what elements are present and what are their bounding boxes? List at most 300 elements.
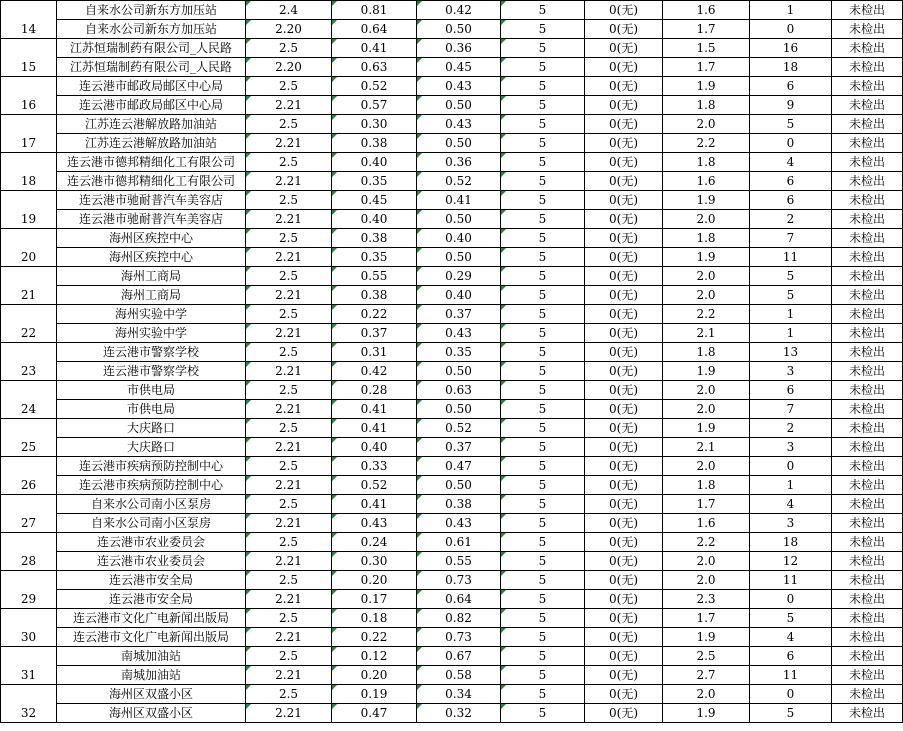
value-cell-1: 2.5 (246, 495, 332, 514)
value-cell-7: 11 (750, 248, 832, 267)
value-cell-3: 0.50 (417, 400, 501, 419)
value-cell-2: 0.57 (332, 96, 417, 115)
value-cell-2: 0.55 (332, 267, 417, 286)
table-row (1, 609, 903, 628)
value-cell-2: 0.20 (332, 571, 417, 590)
value-cell-5: 0(无) (585, 172, 663, 191)
group-number-cell: 15 (1, 39, 57, 77)
result-cell: 未检出 (832, 514, 903, 533)
table-row (1, 1, 903, 20)
site-name-cell: 江苏连云港解放路加油站 (57, 134, 246, 153)
result-cell: 未检出 (832, 191, 903, 210)
value-cell-4: 5 (501, 77, 585, 96)
table-row (1, 457, 903, 476)
table-row (1, 286, 903, 305)
value-cell-1: 2.21 (246, 514, 332, 533)
table-row (1, 362, 903, 381)
site-name-cell: 海州区双盛小区 (57, 704, 246, 723)
value-cell-1: 2.20 (246, 20, 332, 39)
value-cell-2: 0.64 (332, 20, 417, 39)
group-number-cell: 17 (1, 115, 57, 153)
value-cell-4: 5 (501, 324, 585, 343)
value-cell-7: 3 (750, 438, 832, 457)
value-cell-5: 0(无) (585, 362, 663, 381)
value-cell-2: 0.42 (332, 362, 417, 381)
value-cell-7: 1 (750, 476, 832, 495)
value-cell-6: 2.0 (663, 571, 750, 590)
value-cell-3: 0.50 (417, 210, 501, 229)
value-cell-5: 0(无) (585, 191, 663, 210)
group-number-cell: 18 (1, 153, 57, 191)
value-cell-6: 1.8 (663, 96, 750, 115)
table-row (1, 191, 903, 210)
value-cell-3: 0.67 (417, 647, 501, 666)
site-name-cell: 江苏恒瑞制药有限公司_人民路 (57, 39, 246, 58)
site-name-cell: 连云港市疾病预防控制中心 (57, 476, 246, 495)
value-cell-4: 5 (501, 286, 585, 305)
table-row (1, 438, 903, 457)
value-cell-2: 0.63 (332, 58, 417, 77)
site-name-cell: 连云港市安全局 (57, 571, 246, 590)
table-row (1, 552, 903, 571)
value-cell-5: 0(无) (585, 685, 663, 704)
result-cell: 未检出 (832, 533, 903, 552)
value-cell-3: 0.50 (417, 248, 501, 267)
value-cell-6: 1.7 (663, 609, 750, 628)
value-cell-2: 0.30 (332, 552, 417, 571)
value-cell-6: 1.7 (663, 495, 750, 514)
group-number-cell: 24 (1, 381, 57, 419)
value-cell-4: 5 (501, 685, 585, 704)
result-cell: 未检出 (832, 96, 903, 115)
value-cell-6: 2.1 (663, 324, 750, 343)
result-cell: 未检出 (832, 210, 903, 229)
value-cell-4: 5 (501, 210, 585, 229)
value-cell-1: 2.21 (246, 248, 332, 267)
result-cell: 未检出 (832, 362, 903, 381)
value-cell-6: 1.8 (663, 476, 750, 495)
value-cell-7: 6 (750, 191, 832, 210)
value-cell-3: 0.50 (417, 96, 501, 115)
value-cell-6: 2.0 (663, 381, 750, 400)
value-cell-2: 0.41 (332, 495, 417, 514)
value-cell-6: 1.8 (663, 343, 750, 362)
value-cell-2: 0.37 (332, 324, 417, 343)
value-cell-6: 2.3 (663, 590, 750, 609)
result-cell: 未检出 (832, 1, 903, 20)
table-row (1, 476, 903, 495)
value-cell-5: 0(无) (585, 286, 663, 305)
site-name-cell: 海州区疾控中心 (57, 229, 246, 248)
value-cell-2: 0.28 (332, 381, 417, 400)
value-cell-1: 2.5 (246, 381, 332, 400)
value-cell-2: 0.47 (332, 704, 417, 723)
value-cell-1: 2.5 (246, 267, 332, 286)
value-cell-5: 0(无) (585, 495, 663, 514)
value-cell-1: 2.5 (246, 153, 332, 172)
value-cell-4: 5 (501, 514, 585, 533)
value-cell-4: 5 (501, 96, 585, 115)
value-cell-5: 0(无) (585, 628, 663, 647)
table-row (1, 343, 903, 362)
value-cell-3: 0.34 (417, 685, 501, 704)
value-cell-1: 2.21 (246, 552, 332, 571)
table-row (1, 267, 903, 286)
site-name-cell: 南城加油站 (57, 666, 246, 685)
value-cell-2: 0.30 (332, 115, 417, 134)
result-cell: 未检出 (832, 495, 903, 514)
value-cell-4: 5 (501, 191, 585, 210)
value-cell-6: 1.7 (663, 58, 750, 77)
result-cell: 未检出 (832, 58, 903, 77)
value-cell-4: 5 (501, 400, 585, 419)
value-cell-4: 5 (501, 1, 585, 20)
value-cell-7: 6 (750, 77, 832, 96)
value-cell-2: 0.12 (332, 647, 417, 666)
site-name-cell: 大庆路口 (57, 419, 246, 438)
value-cell-2: 0.41 (332, 39, 417, 58)
site-name-cell: 连云港市德邦精细化工有限公司 (57, 172, 246, 191)
value-cell-5: 0(无) (585, 666, 663, 685)
value-cell-1: 2.5 (246, 39, 332, 58)
value-cell-2: 0.41 (332, 400, 417, 419)
value-cell-6: 2.0 (663, 457, 750, 476)
value-cell-3: 0.55 (417, 552, 501, 571)
site-name-cell: 连云港市邮政局邮区中心局 (57, 96, 246, 115)
value-cell-1: 2.21 (246, 628, 332, 647)
value-cell-2: 0.22 (332, 305, 417, 324)
result-cell: 未检出 (832, 134, 903, 153)
value-cell-5: 0(无) (585, 229, 663, 248)
value-cell-6: 1.9 (663, 77, 750, 96)
group-number-cell: 25 (1, 419, 57, 457)
table-row (1, 77, 903, 96)
value-cell-3: 0.52 (417, 419, 501, 438)
value-cell-4: 5 (501, 172, 585, 191)
group-number-cell: 22 (1, 305, 57, 343)
value-cell-6: 2.0 (663, 685, 750, 704)
result-cell: 未检出 (832, 419, 903, 438)
value-cell-1: 2.5 (246, 305, 332, 324)
value-cell-7: 18 (750, 58, 832, 77)
result-cell: 未检出 (832, 628, 903, 647)
value-cell-7: 4 (750, 153, 832, 172)
result-cell: 未检出 (832, 704, 903, 723)
table-row (1, 96, 903, 115)
value-cell-7: 0 (750, 685, 832, 704)
group-number-cell: 28 (1, 533, 57, 571)
value-cell-5: 0(无) (585, 590, 663, 609)
site-name-cell: 连云港市驰耐普汽车美容店 (57, 210, 246, 229)
value-cell-2: 0.19 (332, 685, 417, 704)
table-row (1, 666, 903, 685)
site-name-cell: 连云港市警察学校 (57, 343, 246, 362)
value-cell-7: 6 (750, 381, 832, 400)
value-cell-3: 0.40 (417, 229, 501, 248)
site-name-cell: 连云港市文化广电新闻出版局 (57, 609, 246, 628)
value-cell-4: 5 (501, 343, 585, 362)
table-row (1, 134, 903, 153)
value-cell-3: 0.42 (417, 1, 501, 20)
value-cell-1: 2.21 (246, 704, 332, 723)
value-cell-1: 2.21 (246, 172, 332, 191)
value-cell-2: 0.38 (332, 229, 417, 248)
value-cell-4: 5 (501, 248, 585, 267)
group-number-cell: 23 (1, 343, 57, 381)
site-name-cell: 海州实验中学 (57, 324, 246, 343)
value-cell-7: 1 (750, 305, 832, 324)
value-cell-7: 6 (750, 172, 832, 191)
value-cell-6: 1.9 (663, 362, 750, 381)
value-cell-1: 2.21 (246, 400, 332, 419)
value-cell-4: 5 (501, 20, 585, 39)
value-cell-3: 0.35 (417, 343, 501, 362)
value-cell-5: 0(无) (585, 609, 663, 628)
value-cell-5: 0(无) (585, 134, 663, 153)
group-number-cell: 29 (1, 571, 57, 609)
value-cell-1: 2.21 (246, 476, 332, 495)
table-row (1, 495, 903, 514)
value-cell-6: 2.0 (663, 115, 750, 134)
value-cell-1: 2.5 (246, 115, 332, 134)
value-cell-5: 0(无) (585, 20, 663, 39)
value-cell-4: 5 (501, 571, 585, 590)
value-cell-7: 7 (750, 229, 832, 248)
value-cell-5: 0(无) (585, 704, 663, 723)
result-cell: 未检出 (832, 267, 903, 286)
result-cell: 未检出 (832, 571, 903, 590)
value-cell-7: 5 (750, 267, 832, 286)
value-cell-6: 1.9 (663, 628, 750, 647)
value-cell-5: 0(无) (585, 571, 663, 590)
value-cell-6: 1.5 (663, 39, 750, 58)
result-cell: 未检出 (832, 153, 903, 172)
site-name-cell: 海州工商局 (57, 286, 246, 305)
value-cell-3: 0.61 (417, 533, 501, 552)
value-cell-6: 1.9 (663, 704, 750, 723)
value-cell-7: 5 (750, 609, 832, 628)
value-cell-1: 2.21 (246, 438, 332, 457)
value-cell-3: 0.64 (417, 590, 501, 609)
value-cell-3: 0.52 (417, 172, 501, 191)
value-cell-7: 0 (750, 134, 832, 153)
result-cell: 未检出 (832, 438, 903, 457)
result-cell: 未检出 (832, 647, 903, 666)
value-cell-6: 2.0 (663, 552, 750, 571)
value-cell-1: 2.5 (246, 77, 332, 96)
value-cell-6: 2.0 (663, 286, 750, 305)
value-cell-1: 2.5 (246, 685, 332, 704)
site-name-cell: 连云港市农业委员会 (57, 552, 246, 571)
result-cell: 未检出 (832, 609, 903, 628)
value-cell-7: 5 (750, 704, 832, 723)
site-name-cell: 连云港市疾病预防控制中心 (57, 457, 246, 476)
value-cell-3: 0.38 (417, 495, 501, 514)
value-cell-3: 0.43 (417, 77, 501, 96)
value-cell-6: 1.6 (663, 172, 750, 191)
value-cell-1: 2.5 (246, 457, 332, 476)
value-cell-5: 0(无) (585, 647, 663, 666)
value-cell-1: 2.5 (246, 191, 332, 210)
site-name-cell: 市供电局 (57, 400, 246, 419)
value-cell-4: 5 (501, 457, 585, 476)
value-cell-7: 5 (750, 115, 832, 134)
value-cell-1: 2.5 (246, 419, 332, 438)
result-cell: 未检出 (832, 39, 903, 58)
site-name-cell: 海州区疾控中心 (57, 248, 246, 267)
value-cell-4: 5 (501, 666, 585, 685)
value-cell-2: 0.81 (332, 1, 417, 20)
value-cell-4: 5 (501, 533, 585, 552)
value-cell-6: 1.9 (663, 248, 750, 267)
site-name-cell: 连云港市驰耐普汽车美容店 (57, 191, 246, 210)
group-number-cell: 32 (1, 685, 57, 723)
table-row (1, 248, 903, 267)
value-cell-5: 0(无) (585, 476, 663, 495)
value-cell-6: 2.0 (663, 267, 750, 286)
value-cell-5: 0(无) (585, 438, 663, 457)
value-cell-1: 2.21 (246, 590, 332, 609)
result-cell: 未检出 (832, 666, 903, 685)
table-row (1, 210, 903, 229)
value-cell-1: 2.21 (246, 362, 332, 381)
value-cell-6: 1.6 (663, 1, 750, 20)
value-cell-4: 5 (501, 628, 585, 647)
value-cell-7: 3 (750, 362, 832, 381)
value-cell-5: 0(无) (585, 1, 663, 20)
site-name-cell: 南城加油站 (57, 647, 246, 666)
table-row (1, 647, 903, 666)
value-cell-3: 0.41 (417, 191, 501, 210)
value-cell-4: 5 (501, 39, 585, 58)
value-cell-3: 0.50 (417, 20, 501, 39)
value-cell-7: 3 (750, 514, 832, 533)
value-cell-6: 2.5 (663, 647, 750, 666)
table-row (1, 590, 903, 609)
value-cell-3: 0.50 (417, 476, 501, 495)
value-cell-3: 0.82 (417, 609, 501, 628)
value-cell-3: 0.43 (417, 514, 501, 533)
value-cell-1: 2.4 (246, 1, 332, 20)
result-cell: 未检出 (832, 248, 903, 267)
value-cell-2: 0.18 (332, 609, 417, 628)
value-cell-3: 0.58 (417, 666, 501, 685)
result-cell: 未检出 (832, 324, 903, 343)
value-cell-3: 0.73 (417, 628, 501, 647)
group-number-cell: 26 (1, 457, 57, 495)
value-cell-1: 2.20 (246, 58, 332, 77)
result-cell: 未检出 (832, 400, 903, 419)
value-cell-2: 0.38 (332, 134, 417, 153)
value-cell-6: 1.7 (663, 20, 750, 39)
table-row (1, 533, 903, 552)
value-cell-5: 0(无) (585, 39, 663, 58)
value-cell-2: 0.31 (332, 343, 417, 362)
value-cell-2: 0.43 (332, 514, 417, 533)
table-row (1, 305, 903, 324)
site-name-cell: 江苏连云港解放路加油站 (57, 115, 246, 134)
table-row (1, 514, 903, 533)
value-cell-1: 2.21 (246, 324, 332, 343)
value-cell-7: 11 (750, 666, 832, 685)
value-cell-3: 0.63 (417, 381, 501, 400)
value-cell-4: 5 (501, 229, 585, 248)
result-cell: 未检出 (832, 552, 903, 571)
value-cell-1: 2.21 (246, 134, 332, 153)
group-number-cell: 20 (1, 229, 57, 267)
value-cell-2: 0.40 (332, 210, 417, 229)
site-name-cell: 海州工商局 (57, 267, 246, 286)
result-cell: 未检出 (832, 685, 903, 704)
table-row (1, 400, 903, 419)
group-number-cell: 31 (1, 647, 57, 685)
value-cell-2: 0.24 (332, 533, 417, 552)
site-name-cell: 海州实验中学 (57, 305, 246, 324)
value-cell-3: 0.37 (417, 438, 501, 457)
value-cell-5: 0(无) (585, 77, 663, 96)
value-cell-2: 0.35 (332, 172, 417, 191)
value-cell-3: 0.45 (417, 58, 501, 77)
group-number-cell: 16 (1, 77, 57, 115)
value-cell-2: 0.40 (332, 153, 417, 172)
site-name-cell: 连云港市安全局 (57, 590, 246, 609)
table-row (1, 153, 903, 172)
value-cell-6: 2.1 (663, 438, 750, 457)
value-cell-7: 2 (750, 210, 832, 229)
value-cell-2: 0.17 (332, 590, 417, 609)
result-cell: 未检出 (832, 476, 903, 495)
value-cell-5: 0(无) (585, 115, 663, 134)
value-cell-2: 0.52 (332, 77, 417, 96)
table-row (1, 628, 903, 647)
result-cell: 未检出 (832, 305, 903, 324)
result-cell: 未检出 (832, 77, 903, 96)
value-cell-3: 0.47 (417, 457, 501, 476)
group-number-cell: 14 (1, 1, 57, 39)
table-row (1, 58, 903, 77)
value-cell-7: 5 (750, 286, 832, 305)
value-cell-7: 18 (750, 533, 832, 552)
site-name-cell: 大庆路口 (57, 438, 246, 457)
value-cell-7: 4 (750, 495, 832, 514)
value-cell-7: 0 (750, 457, 832, 476)
value-cell-7: 1 (750, 1, 832, 20)
site-name-cell: 连云港市文化广电新闻出版局 (57, 628, 246, 647)
site-name-cell: 自来水公司新东方加压站 (57, 20, 246, 39)
value-cell-4: 5 (501, 115, 585, 134)
result-cell: 未检出 (832, 590, 903, 609)
value-cell-4: 5 (501, 438, 585, 457)
value-cell-5: 0(无) (585, 400, 663, 419)
value-cell-7: 2 (750, 419, 832, 438)
table-row (1, 115, 903, 134)
value-cell-6: 1.9 (663, 191, 750, 210)
value-cell-1: 2.21 (246, 96, 332, 115)
value-cell-6: 1.6 (663, 514, 750, 533)
value-cell-7: 9 (750, 96, 832, 115)
value-cell-3: 0.36 (417, 39, 501, 58)
value-cell-3: 0.50 (417, 134, 501, 153)
value-cell-1: 2.5 (246, 533, 332, 552)
value-cell-2: 0.20 (332, 666, 417, 685)
result-cell: 未检出 (832, 229, 903, 248)
value-cell-2: 0.45 (332, 191, 417, 210)
site-name-cell: 自来水公司南小区泵房 (57, 514, 246, 533)
table-row (1, 39, 903, 58)
site-name-cell: 市供电局 (57, 381, 246, 400)
value-cell-4: 5 (501, 476, 585, 495)
result-cell: 未检出 (832, 381, 903, 400)
